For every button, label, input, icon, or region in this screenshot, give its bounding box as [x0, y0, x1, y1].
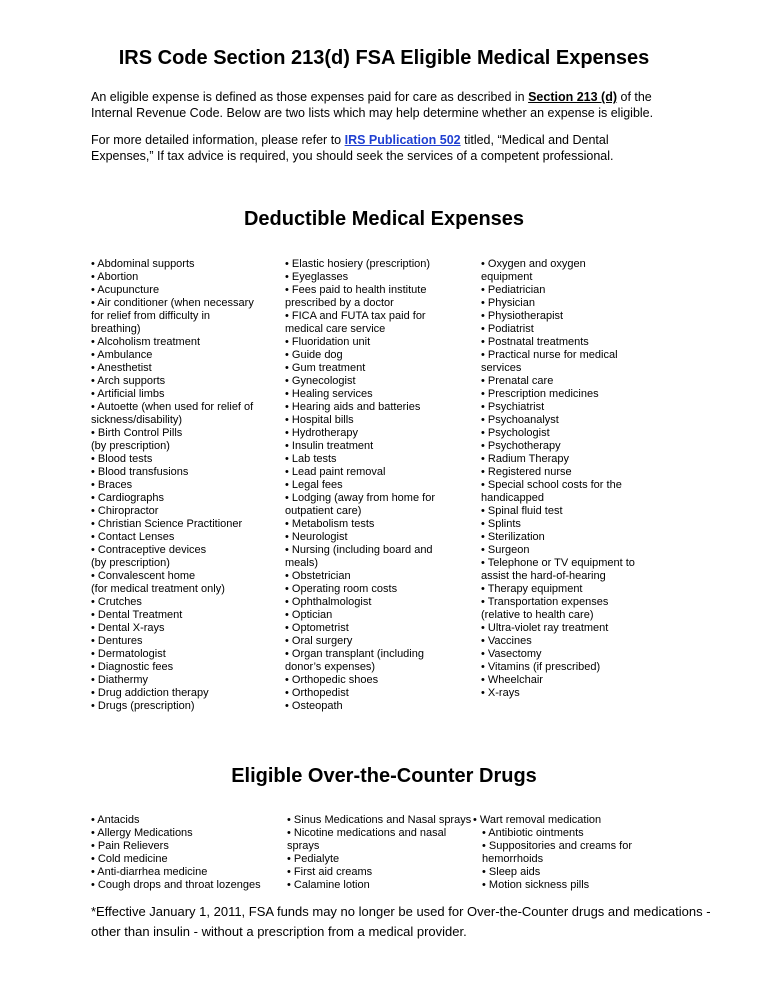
list-item: • Acupuncture [91, 284, 160, 296]
list-item: • Legal fees [285, 479, 343, 491]
list-item: • Lab tests [285, 453, 337, 465]
intro-text: For more detailed information, please refer to [91, 133, 345, 147]
section-213d-reference: Section 213 (d) [528, 90, 618, 104]
list-item: • Lodging (away from home for outpatient care) [285, 492, 435, 517]
list-item: • Gynecologist [285, 375, 356, 387]
list-item: • Sleep aids [482, 866, 541, 878]
deductible-column-3 [481, 258, 635, 700]
list-item: • Vitamins (if prescribed) [481, 661, 601, 673]
list-item: • Therapy equipment [481, 583, 583, 595]
list-item: • Ophthalmologist [285, 596, 372, 608]
intro-text: titled, “Medical and Dental [460, 133, 609, 147]
list-item: • Psychiatrist [481, 401, 545, 413]
list-item: • Registered nurse [481, 466, 572, 478]
list-item: • Motion sickness pills [482, 879, 590, 891]
list-item: • Physiotherapist [481, 310, 564, 322]
page-title: IRS Code Section 213(d) FSA Eligible Medical Expenses [118, 47, 650, 69]
list-item: • Healing services [285, 388, 373, 400]
list-item: • FICA and FUTA tax paid for medical care service [285, 310, 426, 335]
list-item: • X-rays [481, 687, 520, 699]
list-item: • Organ transplant (including donor’s expenses) [285, 648, 424, 673]
list-item: • Contraceptive devices (by prescription) [91, 544, 207, 569]
list-item: • Practical nurse for medical services [481, 349, 618, 374]
list-item: • Abdominal supports [91, 258, 195, 270]
intro-text: An eligible expense is defined as those expenses paid for care as described in [91, 90, 529, 104]
list-item: • Psychotherapy [481, 440, 561, 452]
list-item: • Psychoanalyst [481, 414, 559, 426]
list-item: • Autoette (when used for relief of sickness/disability) [91, 401, 254, 426]
list-item: • Surgeon [481, 544, 530, 556]
list-item: • Blood tests [91, 453, 153, 465]
list-item: • Nicotine medications and nasal sprays [287, 827, 447, 852]
list-item: • Insulin treatment [285, 440, 374, 452]
list-item: • Pedialyte [287, 853, 340, 865]
list-item: • Suppositories and creams for hemorrhoids [482, 840, 632, 865]
list-item: • Oral surgery [285, 635, 353, 647]
list-item: • Hearing aids and batteries [285, 401, 421, 413]
list-item: • Cold medicine [91, 853, 168, 865]
list-item: • Ultra-violet ray treatment [481, 622, 609, 634]
deductible-column-2 [285, 258, 435, 713]
list-item: • Physician [481, 297, 535, 309]
intro-line [91, 132, 614, 148]
list-item: • Anti-diarrhea medicine [91, 866, 208, 878]
section-heading-deductible: Deductible Medical Expenses [243, 208, 525, 230]
footnote-line: *Effective January 1, 2011, FSA funds may no longer be used for Over-the-Counter drugs and medications - [91, 904, 711, 919]
list-item: • Anesthetist [91, 362, 152, 374]
list-item: • Prescription medicines [481, 388, 599, 400]
list-item: • Radium Therapy [481, 453, 570, 465]
otc-column-3 [473, 814, 632, 892]
list-item: • Neurologist [285, 531, 348, 543]
list-item: • Chiropractor [91, 505, 159, 517]
list-item: • Hydrotherapy [285, 427, 358, 439]
list-item: • Fees paid to health institute prescribed by a doctor [285, 284, 427, 309]
intro-text: of the [617, 90, 652, 104]
list-item: • Cough drops and throat lozenges [91, 879, 261, 891]
list-item: • Contact Lenses [91, 531, 175, 543]
list-item: • First aid creams [287, 866, 373, 878]
section-heading-otc: Eligible Over-the-Counter Drugs [231, 765, 537, 787]
list-item: • Obstetrician [285, 570, 351, 582]
list-item: • Guide dog [285, 349, 343, 361]
footnote-line: other than insulin - without a prescription from a medical provider. [91, 924, 467, 939]
list-item: • Telephone or TV equipment to assist the hard-of-hearing [481, 557, 635, 582]
list-item: • Osteopath [285, 700, 343, 712]
list-item: • Transportation expenses (relative to health care) [481, 596, 609, 621]
list-item: • Psychologist [481, 427, 550, 439]
list-item: • Pain Relievers [91, 840, 169, 852]
list-item: • Nursing (including board and meals) [285, 544, 433, 569]
list-item: • Drug addiction therapy [91, 687, 209, 699]
list-item: • Eyeglasses [285, 271, 349, 283]
list-item: • Air conditioner (when necessary for relief from difficulty in breathing) [91, 297, 254, 335]
list-item: • Crutches [91, 596, 142, 608]
list-item: • Pediatrician [481, 284, 546, 296]
list-item: • Optometrist [285, 622, 349, 634]
footnote [91, 902, 711, 942]
list-item: • Alcoholism treatment [91, 336, 201, 348]
list-item: • Elastic hosiery (prescription) [285, 258, 431, 270]
list-item: • Antacids [91, 814, 140, 826]
list-item: • Lead paint removal [285, 466, 386, 478]
list-item: • Postnatal treatments [481, 336, 589, 348]
intro-paragraph-publication [91, 132, 614, 164]
list-item: • Braces [91, 479, 133, 491]
list-item: • Splints [481, 518, 521, 530]
intro-line [91, 89, 653, 105]
list-item: • Artificial limbs [91, 388, 165, 400]
list-item: • Calamine lotion [287, 879, 370, 891]
list-item: • Diagnostic fees [91, 661, 174, 673]
list-item: • Sterilization [481, 531, 545, 543]
list-item: • Dental Treatment [91, 609, 183, 621]
intro-text: Internal Revenue Code. Below are two lists which may help determine whether an expense is eligible. [91, 106, 654, 120]
list-item: • Vasectomy [481, 648, 542, 660]
list-item: • Abortion [91, 271, 139, 283]
list-item: • Prenatal care [481, 375, 554, 387]
list-item: • Cardiographs [91, 492, 164, 504]
list-item: • Dentures [91, 635, 143, 647]
list-item: • Special school costs for the handicapped [481, 479, 622, 504]
list-item: • Allergy Medications [91, 827, 193, 839]
list-item: • Ambulance [91, 349, 153, 361]
list-item: • Dermatologist [91, 648, 166, 660]
deductible-column-1 [91, 258, 254, 713]
list-item: • Wart removal medication [473, 814, 602, 826]
list-item: • Arch supports [91, 375, 166, 387]
list-item: • Blood transfusions [91, 466, 189, 478]
list-item: • Convalescent home (for medical treatment only) [91, 570, 225, 595]
list-item: • Drugs (prescription) [91, 700, 195, 712]
list-item: • Diathermy [91, 674, 149, 686]
otc-column-1 [91, 814, 261, 892]
list-item: • Fluoridation unit [285, 336, 371, 348]
intro-paragraph-eligibility [91, 89, 653, 121]
list-item: • Dental X-rays [91, 622, 165, 634]
list-item: • Vaccines [481, 635, 532, 647]
list-item: • Operating room costs [285, 583, 398, 595]
irs-publication-502-link[interactable]: IRS Publication 502 [344, 133, 461, 147]
list-item: • Oxygen and oxygen equipment [481, 258, 586, 283]
list-item: • Podiatrist [481, 323, 534, 335]
list-item: • Antibiotic ointments [482, 827, 584, 839]
list-item: • Hospital bills [285, 414, 354, 426]
list-item: • Birth Control Pills (by prescription) [91, 427, 183, 452]
list-item: • Spinal fluid test [481, 505, 563, 517]
list-item: • Wheelchair [481, 674, 543, 686]
list-item: • Sinus Medications and Nasal sprays [287, 814, 472, 826]
otc-column-2 [287, 814, 471, 892]
list-item: • Gum treatment [285, 362, 366, 374]
intro-text: Expenses,” If tax advice is required, you should seek the services of a competent professional. [91, 149, 614, 163]
list-item: • Orthopedic shoes [285, 674, 379, 686]
list-item: • Metabolism tests [285, 518, 375, 530]
list-item: • Christian Science Practitioner [91, 518, 243, 530]
list-item: • Optician [285, 609, 333, 621]
list-item: • Orthopedist [285, 687, 349, 699]
